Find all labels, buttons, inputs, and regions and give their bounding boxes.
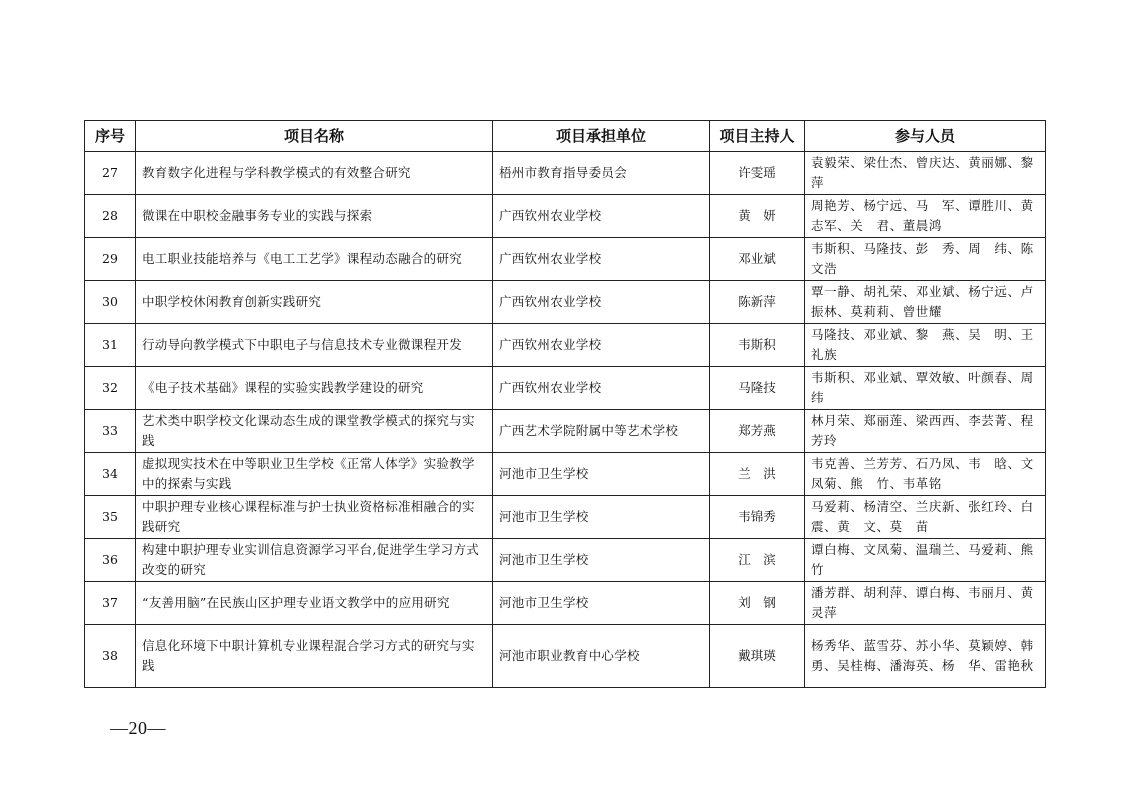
- table-row: [85, 367, 1046, 410]
- row-seq: 36: [85, 539, 136, 582]
- row-project-name: 虚拟现实技术在中等职业卫生学校《正常人体学》实验教学中的探索与实践: [136, 453, 493, 496]
- row-host: 兰 洪: [710, 453, 805, 496]
- header-project-name: 项目名称: [136, 121, 493, 152]
- table-row: [85, 195, 1046, 238]
- row-project-name: 《电子技术基础》课程的实验实践教学建设的研究: [136, 367, 493, 410]
- table-row: [85, 496, 1046, 539]
- row-project-name: 中职学校休闲教育创新实践研究: [136, 281, 493, 324]
- row-project-name: 教育数字化进程与学科教学模式的有效整合研究: [136, 152, 493, 195]
- row-unit: 河池市职业教育中心学校: [493, 625, 710, 688]
- row-host: 郑芳燕: [710, 410, 805, 453]
- row-host: 马隆技: [710, 367, 805, 410]
- table-header-row: [85, 121, 1046, 152]
- row-members: 韦斯积、邓业斌、覃效敏、叶颜春、周 纬: [805, 367, 1046, 410]
- row-members: 袁毅荣、梁仕杰、曾庆达、黄丽娜、黎 萍: [805, 152, 1046, 195]
- page-number: —20—: [110, 718, 166, 738]
- row-host: 陈新萍: [710, 281, 805, 324]
- header-members: 参与人员: [805, 121, 1046, 152]
- row-members: 谭白梅、文凤菊、温瑞兰、马爱莉、熊 竹: [805, 539, 1046, 582]
- table-row: [85, 152, 1046, 195]
- table-row: [85, 453, 1046, 496]
- row-members: 周艳芳、杨宁远、马 军、谭胜川、黄志军、关 君、董晨鸿: [805, 195, 1046, 238]
- row-members: 马隆技、邓业斌、黎 燕、吴 明、王礼族: [805, 324, 1046, 367]
- table-row: [85, 324, 1046, 367]
- row-seq: 30: [85, 281, 136, 324]
- table-row: [85, 238, 1046, 281]
- row-seq: 27: [85, 152, 136, 195]
- row-unit: 河池市卫生学校: [493, 496, 710, 539]
- row-unit: 广西艺术学院附属中等艺术学校: [493, 410, 710, 453]
- row-project-name: 电工职业技能培养与《电工工艺学》课程动态融合的研究: [136, 238, 493, 281]
- table-row: [85, 410, 1046, 453]
- project-table: [84, 120, 1046, 688]
- row-host: 戴琪瑛: [710, 625, 805, 688]
- row-unit: 广西钦州农业学校: [493, 238, 710, 281]
- row-members: 潘芳群、胡利萍、谭白梅、韦丽月、黄灵萍: [805, 582, 1046, 625]
- row-members: 韦克善、兰芳芳、石乃凤、韦 晗、文凤菊、熊 竹、韦革铭: [805, 453, 1046, 496]
- row-host: 韦斯积: [710, 324, 805, 367]
- row-seq: 35: [85, 496, 136, 539]
- row-seq: 31: [85, 324, 136, 367]
- header-seq: 序号: [85, 121, 136, 152]
- row-unit: 河池市卫生学校: [493, 539, 710, 582]
- table-row: [85, 582, 1046, 625]
- row-seq: 28: [85, 195, 136, 238]
- row-unit: 广西钦州农业学校: [493, 324, 710, 367]
- row-seq: 29: [85, 238, 136, 281]
- row-unit: 广西钦州农业学校: [493, 367, 710, 410]
- row-project-name: “友善用脑”在民族山区护理专业语文教学中的应用研究: [136, 582, 493, 625]
- row-project-name: 中职护理专业核心课程标准与护士执业资格标准相融合的实践研究: [136, 496, 493, 539]
- row-seq: 37: [85, 582, 136, 625]
- table-row: [85, 281, 1046, 324]
- table-row: [85, 625, 1046, 688]
- row-unit: 河池市卫生学校: [493, 582, 710, 625]
- table-row: [85, 539, 1046, 582]
- row-project-name: 行动导向教学模式下中职电子与信息技术专业微课程开发: [136, 324, 493, 367]
- row-seq: 32: [85, 367, 136, 410]
- row-host: 黄 妍: [710, 195, 805, 238]
- row-seq: 34: [85, 453, 136, 496]
- row-host: 江 滨: [710, 539, 805, 582]
- row-members: 韦斯积、马隆技、彭 秀、周 纬、陈文浩: [805, 238, 1046, 281]
- header-host: 项目主持人: [710, 121, 805, 152]
- row-host: 韦锦秀: [710, 496, 805, 539]
- row-members: 林月荣、郑丽莲、梁西西、李芸菁、程芳玲: [805, 410, 1046, 453]
- row-unit: 广西钦州农业学校: [493, 195, 710, 238]
- row-host: 许雯瑶: [710, 152, 805, 195]
- row-seq: 33: [85, 410, 136, 453]
- row-project-name: 构建中职护理专业实训信息资源学习平台,促进学生学习方式改变的研究: [136, 539, 493, 582]
- row-project-name: 信息化环境下中职计算机专业课程混合学习方式的研究与实践: [136, 625, 493, 688]
- row-host: 邓业斌: [710, 238, 805, 281]
- row-members: 马爱莉、杨清空、兰庆新、张红玲、白 震、黄 文、莫 苗: [805, 496, 1046, 539]
- header-unit: 项目承担单位: [493, 121, 710, 152]
- row-project-name: 微课在中职校金融事务专业的实践与探索: [136, 195, 493, 238]
- row-members: 覃一静、胡礼荣、邓业斌、杨宁远、卢振林、莫莉莉、曾世耀: [805, 281, 1046, 324]
- row-project-name: 艺术类中职学校文化课动态生成的课堂教学模式的探究与实践: [136, 410, 493, 453]
- row-unit: 河池市卫生学校: [493, 453, 710, 496]
- row-members: 杨秀华、蓝雪芬、苏小华、莫颖婷、韩 勇、吴桂梅、潘海英、杨 华、雷艳秋: [805, 625, 1046, 688]
- row-host: 刘 钢: [710, 582, 805, 625]
- row-seq: 38: [85, 625, 136, 688]
- row-unit: 广西钦州农业学校: [493, 281, 710, 324]
- row-unit: 梧州市教育指导委员会: [493, 152, 710, 195]
